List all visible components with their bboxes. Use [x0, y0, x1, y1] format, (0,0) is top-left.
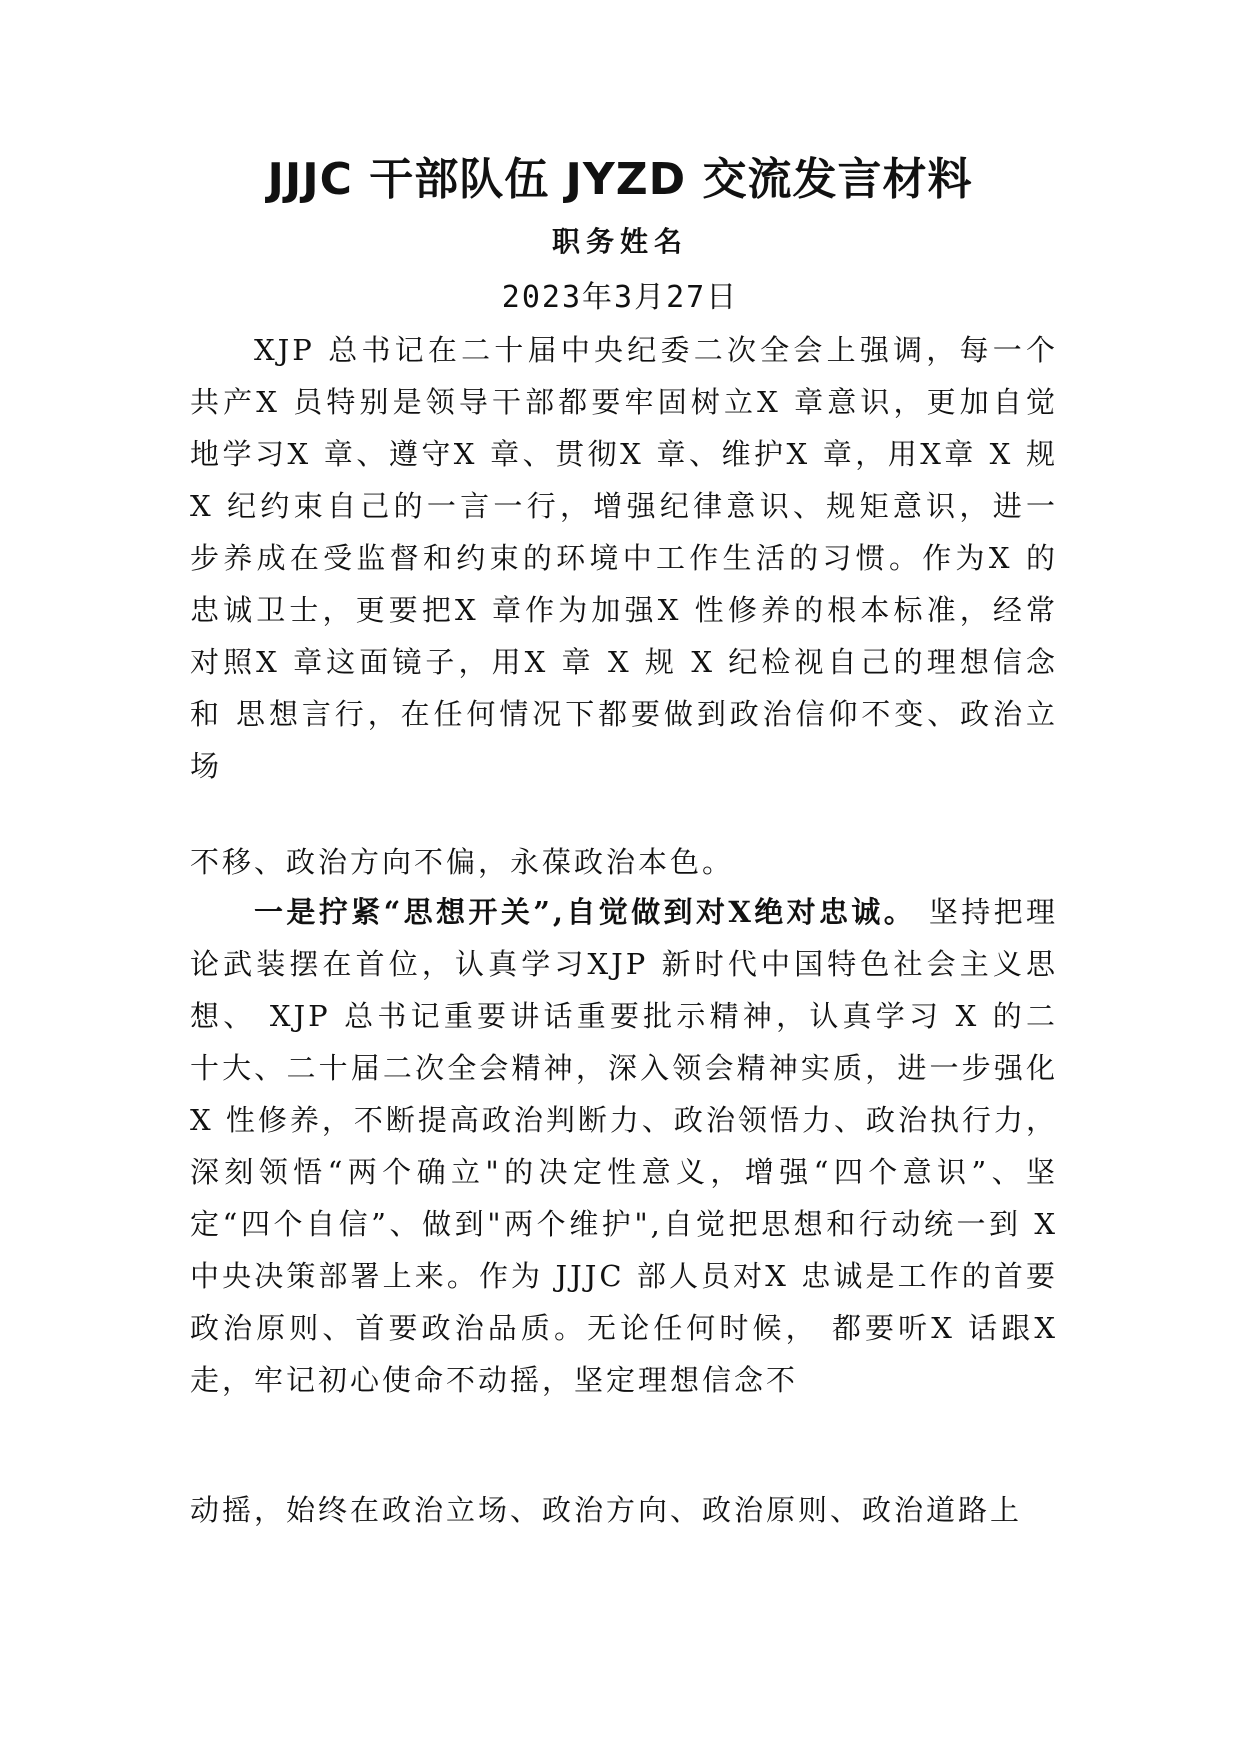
paragraph-intro: XJP 总书记在二十届中央纪委二次全会上强调，每一个共产X 员特别是领导干部都要牢固树立X 章意识，更加自觉 地学习X 章、遵守X 章、贯彻X 章、维护X 章，用X章 X 规 X 纪约束自己的一言一行，增强纪律意识、规矩意识，进一 步养成在受监督和约束的环境中工作生活的习惯。作为X 的 忠诚卫士，更要把X 章作为加强X 性修养的根本标准，经常 对照X 章这面镜子，用X 章 X 规 X 纪检视自己的理想信念和 思想言行，在任何情况下都要做到政治信仰不变、政治立场 [190, 333, 1058, 783]
paragraph-intro-continued: 不移、政治方向不偏，永葆政治本色。 [190, 845, 735, 879]
document-title: JJJC 干部队伍 JYZD 交流发言材料 [267, 154, 973, 205]
paragraph-point-one [190, 886, 1058, 1406]
document-author: 职务姓名 [551, 225, 688, 258]
paragraph-point-one-continued: 动摇，始终在政治立场、政治方向、政治原则、政治道路上 [190, 1493, 1023, 1527]
paragraph-point-one-body: 坚持把理论武装摆在首位，认真学习XJP 新时代中国特色社会主义思想、 XJP 总书记重要讲话重要批示精神，认真学习 X 的二十大、二十届二次全会精神，深入领会精神实质，进一步强化X 性修养，不断提高政治判断力、政治领悟力、政治执行力，深刻领悟“两个确立"的决定性意义，增强“四个意识”、坚定“四个自信”、做到"两个维护",自觉把思想和行动统一到 X 中央决策部署上来。作为 JJJC 部人员对X 忠诚是工作的首要政治原则、首要政治品质。无论任何时候， 都要听X 话跟X 走，牢记初心使命不动摇，坚定理想信念不 [190, 895, 1059, 1397]
paragraph-point-one-heading: 一是拧紧“思想开关”,自觉做到对X绝对忠诚。 [254, 895, 917, 929]
document-date: 2023年3月27日 [501, 280, 739, 315]
